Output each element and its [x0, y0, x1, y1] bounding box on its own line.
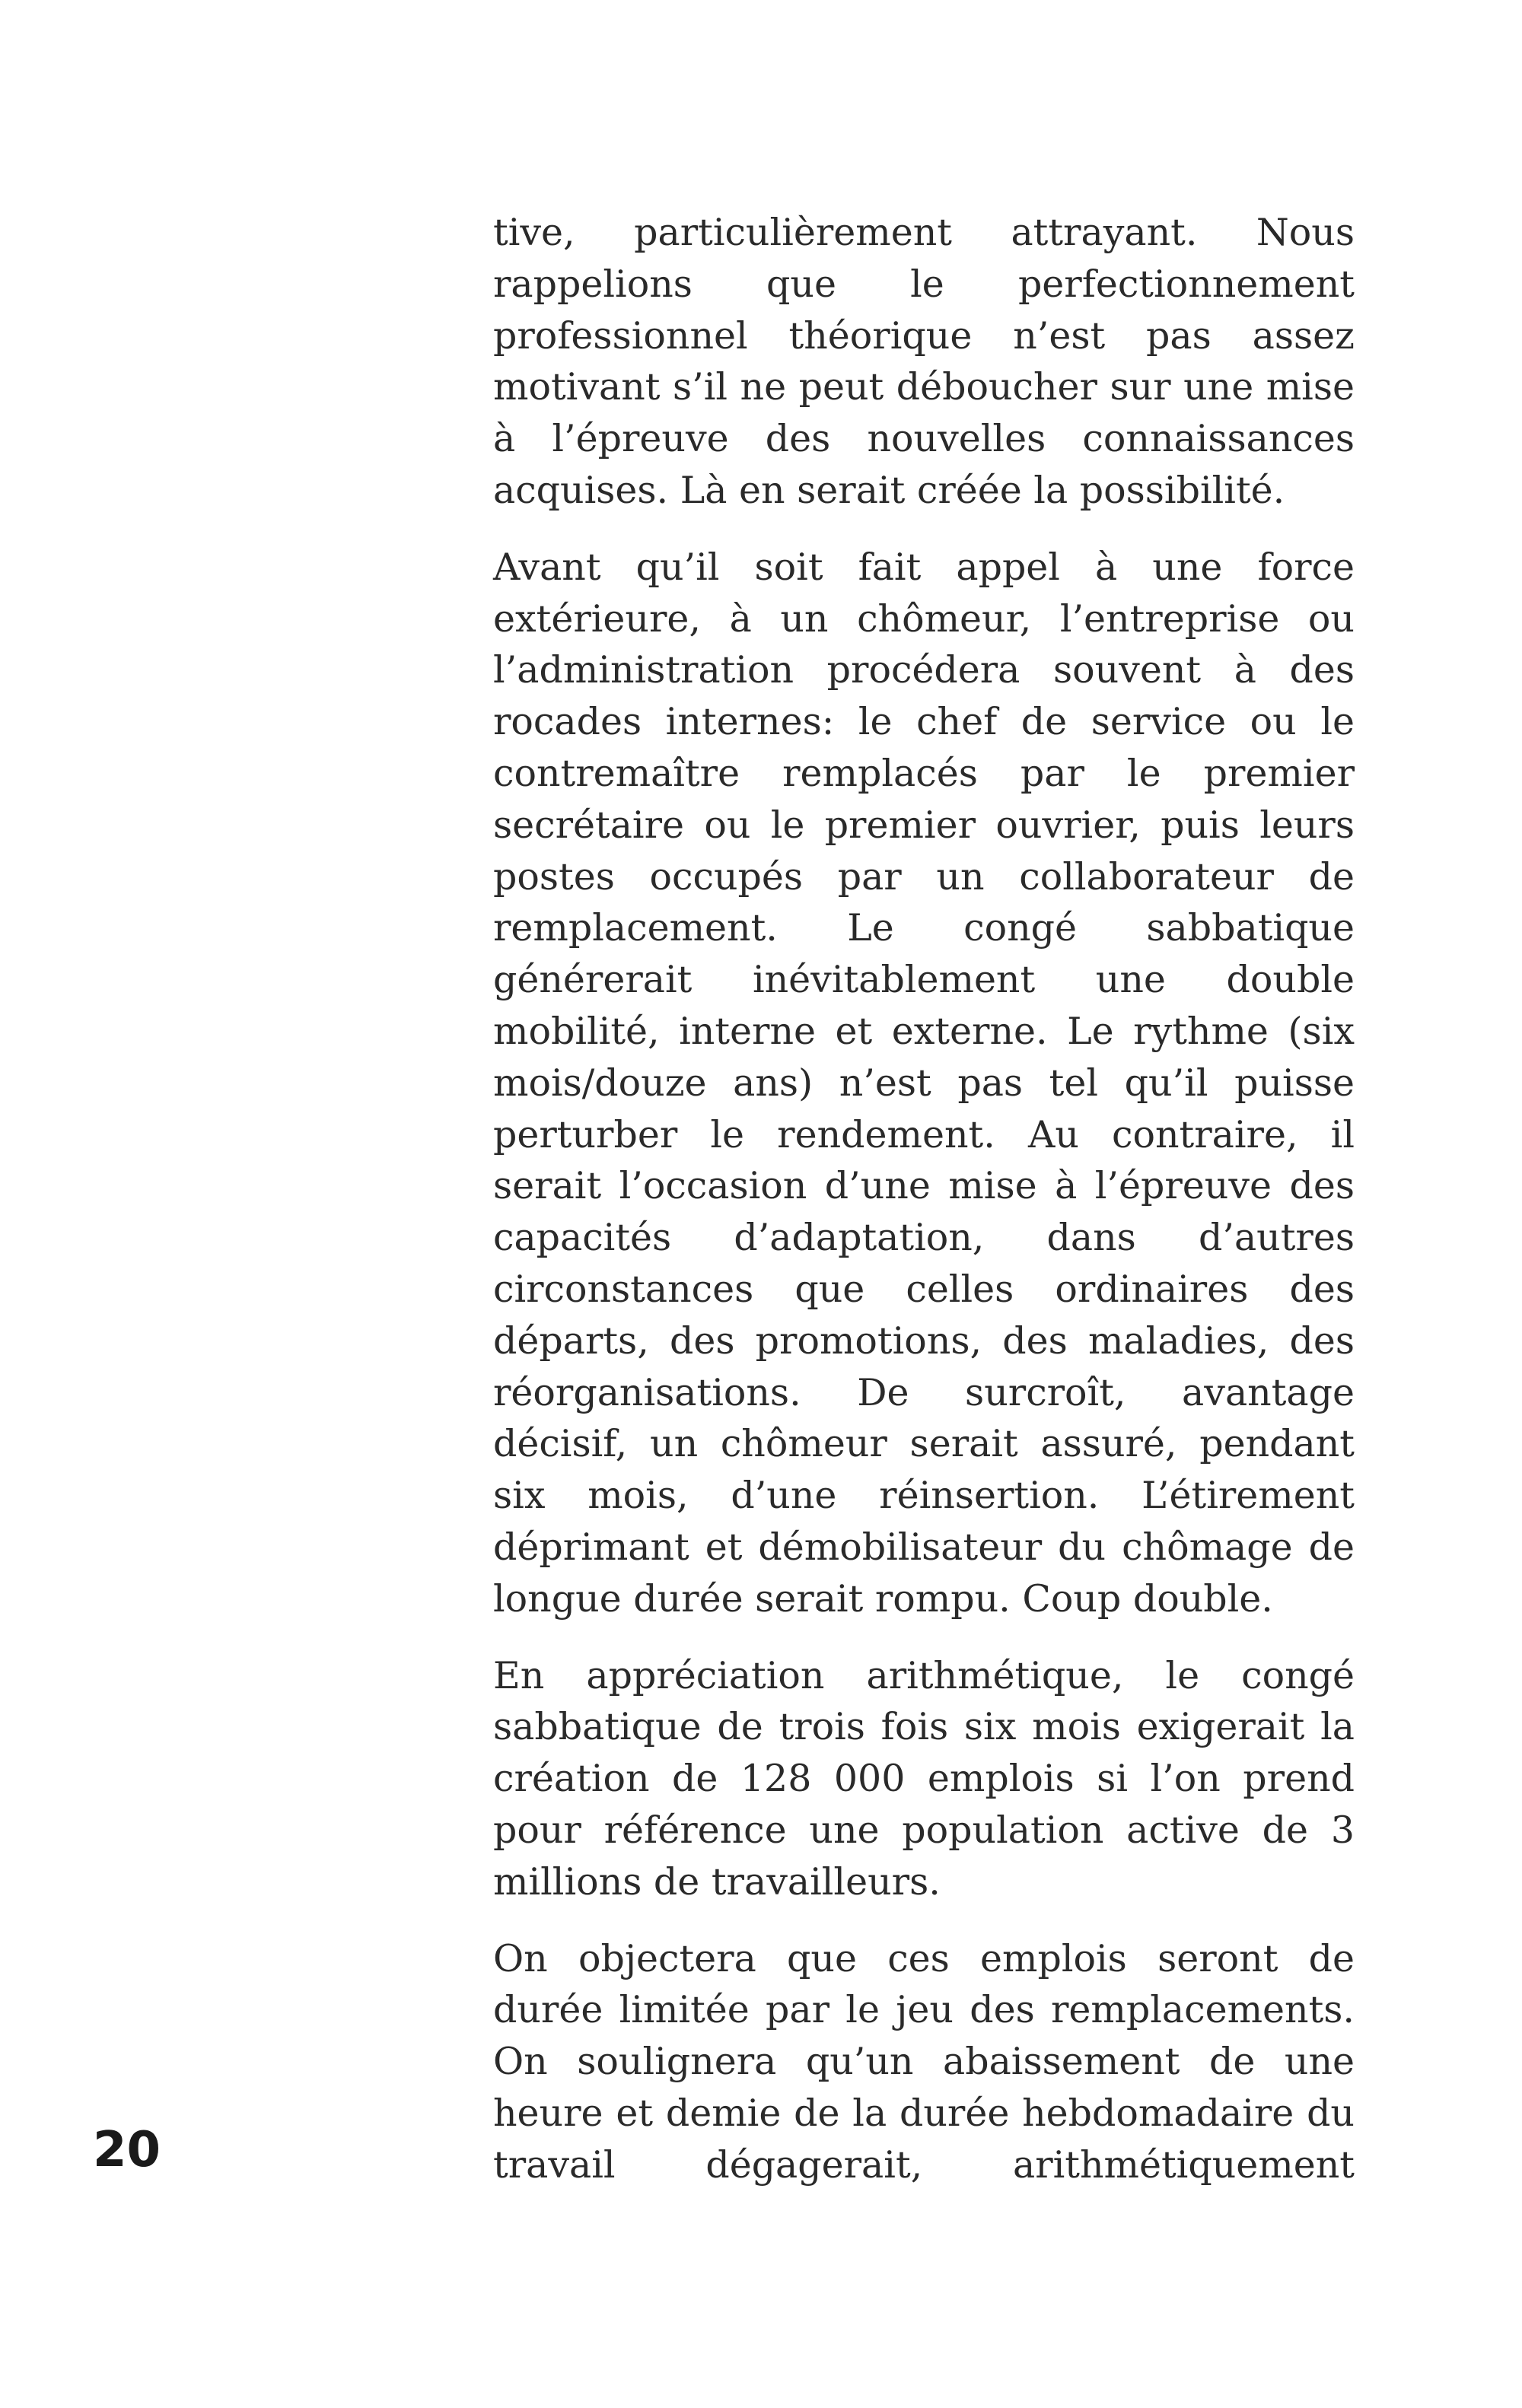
page-number: 20 [93, 2122, 161, 2178]
body-text [493, 207, 1355, 2216]
paragraph-3: En appréciation arithmétique, le congé sabbatique de trois fois six mois exigerait la création de 128 000 emplois si l’on prend pour référence une population active de 3 millions de travailleurs. [493, 1653, 1355, 1904]
paragraph-4: On objectera que ces emplois seront de durée limitée par le jeu des remplacements. On soulignera qu’un abaissement de une heure et demie de la durée hebdomadaire du travail dégagerait, arithmétiquement [493, 1936, 1355, 2187]
paragraph-2: Avant qu’il soit fait appel à une force extérieure, à un chômeur, l’entreprise ou l’administration procédera souvent à des rocades internes: le chef de service ou le contremaître remplacés par le premier secrétaire ou le premier ouvrier, puis leurs postes occupés par un collaborateur de remplacement. Le congé sabbatique générerait inévitablement une double mobilité, interne et externe. Le rythme (six mois/douze ans) n’est pas tel qu’il puisse perturber le rendement. Au contraire, il serait l’occasion d’une mise à l’épreuve des capacités d’adaptation, dans d’autres circonstances que celles ordinaires des départs, des promotions, des maladies, des réorganisations. De surcroît, avantage décisif, un chômeur serait assuré, pendant six mois, d’une réinsertion. L’étirement déprimant et démobilisateur du chômage de longue durée serait rompu. Coup double. [493, 545, 1355, 1621]
paragraph-1: tive, particulièrement attrayant. Nous rappelions que le perfectionnement professionnel théorique n’est pas assez motivant s’il ne peut déboucher sur une mise à l’épreuve des nouvelles connaissances acquises. Là en serait créée la possibilité. [493, 211, 1355, 512]
